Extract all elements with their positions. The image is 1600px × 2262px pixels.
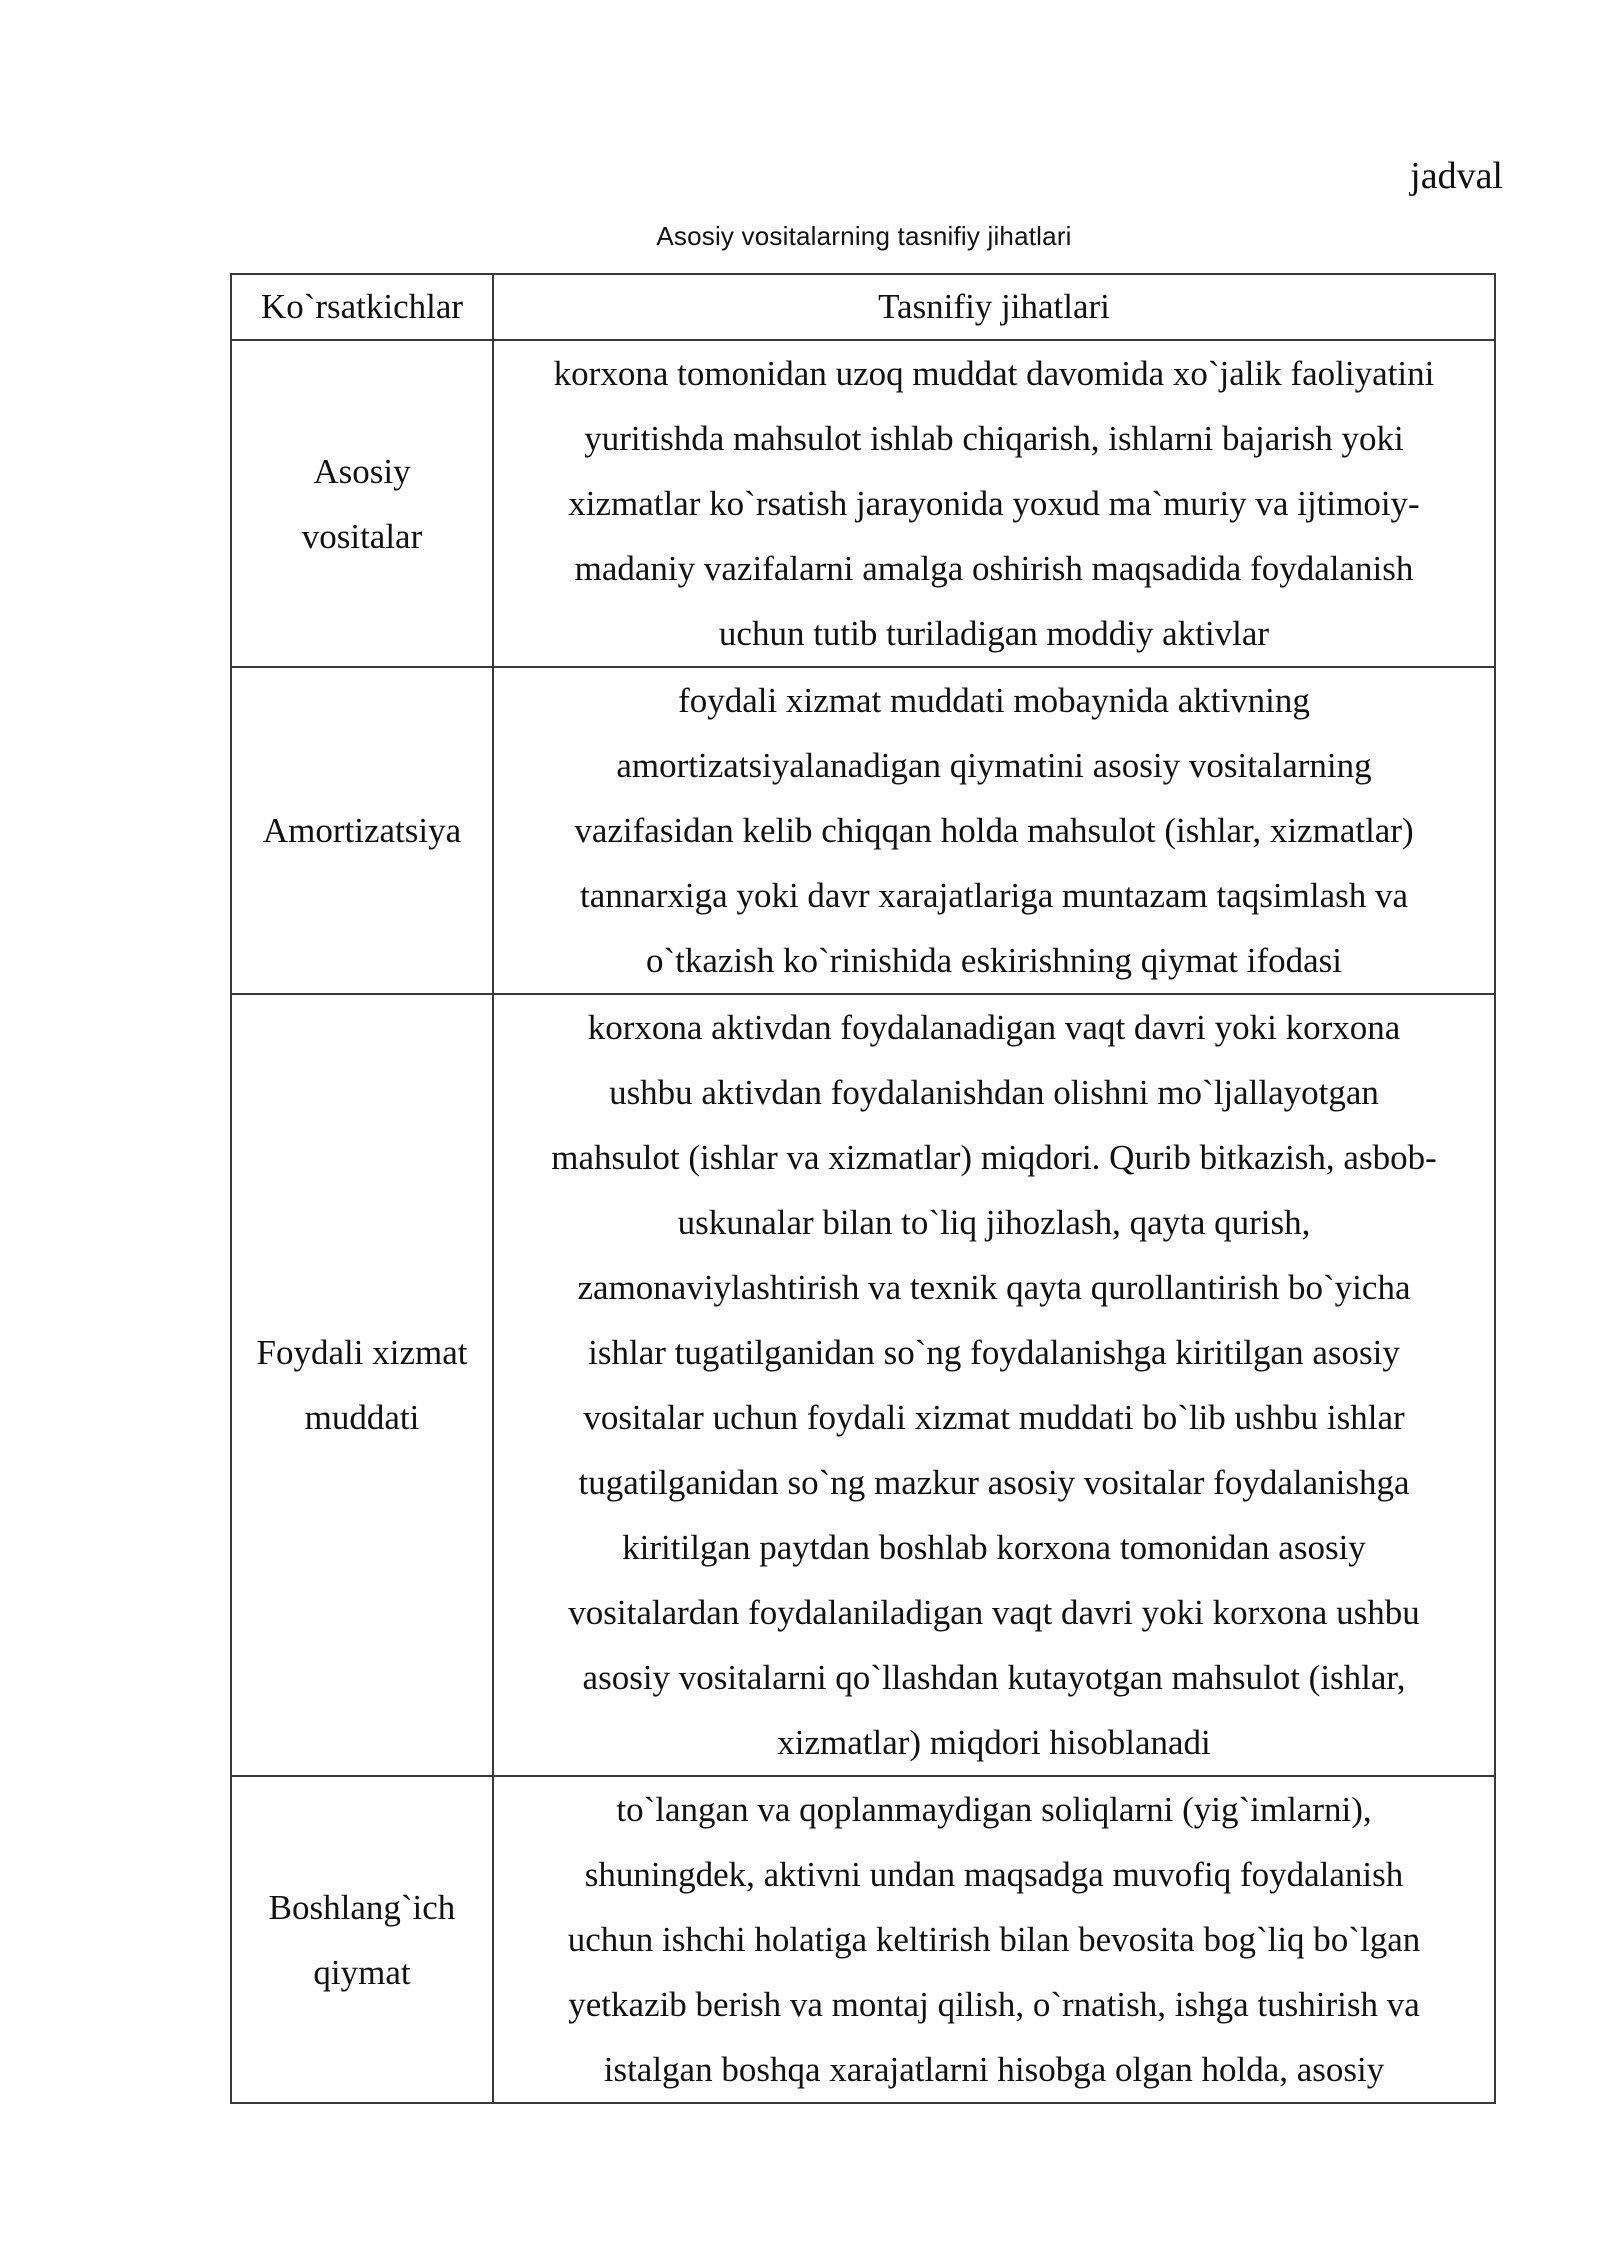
description-line: uskunalar bilan to`liq jihozlash, qayta qurish, <box>677 1203 1311 1242</box>
description-line: to`langan va qoplanmaydigan soliqlarni (yig`imlarni), <box>616 1790 1372 1829</box>
description-line: vositalardan foydalaniladigan vaqt davri yoki korxona ushbu <box>568 1593 1420 1632</box>
description-line: ishlar tugatilganidan so`ng foydalanishga kiritilgan asosiy <box>588 1333 1400 1372</box>
description-line: shuningdek, aktivni undan maqsadga muvofiq foydalanish <box>584 1855 1404 1894</box>
description-line: mahsulot (ishlar va xizmatlar) miqdori. Qurib bitkazish, asbob- <box>551 1138 1437 1177</box>
indicator-cell <box>231 667 493 994</box>
classification-table <box>230 273 1496 2104</box>
description-line: o`tkazish ko`rinishida eskirishning qiymat ifodasi <box>645 941 1342 980</box>
description-line: korxona aktivdan foydalanadigan vaqt davri yoki korxona <box>587 1008 1401 1047</box>
indicator-text: Foydali xizmat <box>256 1333 468 1372</box>
description-line: vazifasidan kelib chiqqan holda mahsulot (ishlar, xizmatlar) <box>574 811 1414 850</box>
description-cell <box>493 1776 1495 2103</box>
table-row <box>231 994 1495 1776</box>
description-line: xizmatlar) miqdori hisoblanadi <box>777 1723 1211 1762</box>
description-line: kiritilgan paytdan boshlab korxona tomonidan asosiy <box>622 1528 1366 1567</box>
indicator-text: muddati <box>304 1398 420 1437</box>
header-classification: Tasnifiy jihatlari <box>493 274 1495 340</box>
indicator-text: Asosiy <box>313 451 411 491</box>
description-cell <box>493 667 1495 994</box>
description-line: korxona tomonidan uzoq muddat davomida xo`jalik faoliyatini <box>553 354 1435 393</box>
description-line: amortizatsiyalanadigan qiymatini asosiy vositalarning <box>616 746 1372 785</box>
description-cell <box>493 994 1495 1776</box>
table-caption: Asosiy vositalarning tasnifiy jihatlari <box>656 221 1072 251</box>
description-cell <box>493 340 1495 667</box>
header-indicators: Ko`rsatkichlar <box>231 274 493 340</box>
description-line: yuritishda mahsulot ishlab chiqarish, ishlarni bajarish yoki <box>584 419 1404 458</box>
description-line: zamonaviylashtirish va texnik qayta qurollantirish bo`yicha <box>577 1268 1411 1307</box>
description-line: tannarxiga yoki davr xarajatlariga muntazam taqsimlash va <box>579 876 1409 915</box>
description-line: uchun tutib turiladigan moddiy aktivlar <box>718 614 1270 653</box>
description-line: yetkazib berish va montaj qilish, o`rnatish, ishga tushirish va <box>568 1985 1420 2024</box>
indicator-text: Amortizatsiya <box>262 811 462 850</box>
table-row <box>231 340 1495 667</box>
indicator-text: vositalar <box>301 516 423 556</box>
table-row <box>231 1776 1495 2103</box>
description-line: tugatilganidan so`ng mazkur asosiy vositalar foydalanishga <box>578 1463 1410 1502</box>
table-row <box>231 667 1495 994</box>
indicator-cell <box>231 994 493 1776</box>
indicator-cell <box>231 340 493 667</box>
description-line: asosiy vositalarni qo`llashdan kutayotgan mahsulot (ishlar, <box>582 1658 1406 1697</box>
table-number-label: jadval <box>1410 155 1503 197</box>
description-line: foydali xizmat muddati mobaynida aktivning <box>678 681 1310 720</box>
description-line: xizmatlar ko`rsatish jarayonida yoxud ma`muriy va ijtimoiy- <box>568 484 1420 523</box>
description-line: vositalar uchun foydali xizmat muddati bo`lib ushbu ishlar <box>583 1398 1405 1437</box>
indicator-cell <box>231 1776 493 2103</box>
description-line: uchun ishchi holatiga keltirish bilan bevosita bog`liq bo`lgan <box>567 1920 1421 1959</box>
description-line: ushbu aktivdan foydalanishdan olishni mo`ljallayotgan <box>609 1073 1379 1112</box>
indicator-text: Boshlang`ich <box>268 1887 456 1927</box>
table-header-row <box>231 274 1495 340</box>
description-line: istalgan boshqa xarajatlarni hisobga olgan holda, asosiy <box>603 2050 1385 2089</box>
indicator-text: qiymat <box>313 1952 411 1992</box>
description-line: madaniy vazifalarni amalga oshirish maqsadida foydalanish <box>574 549 1414 588</box>
